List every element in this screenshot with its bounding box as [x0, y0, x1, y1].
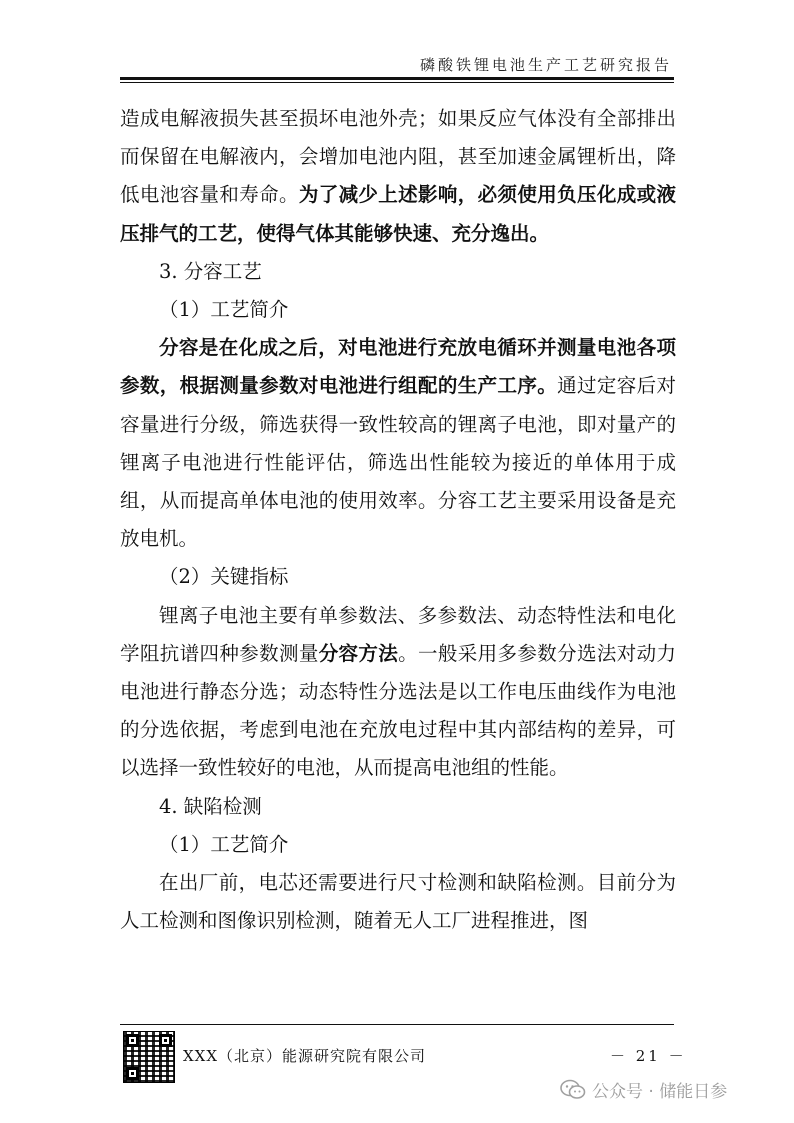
watermark [560, 1077, 727, 1102]
footer-company: XXX（北京）能源研究院有限公司 [183, 1047, 427, 1065]
qr-finder [126, 1067, 139, 1080]
paragraph [120, 826, 676, 864]
text-run: 造成电解液损失甚至损坏电池外壳；如果反应气体没有全部排出而保留在电解液内，会增加电池内阻，甚至加速金属锂析出，降低电池容量和寿命。 [120, 107, 676, 207]
bold-text-run: 分容是在化成之后，对电池进行充放电循环并测量电池各项参数，根据测量参数对电池进行组配的生产工序。 [120, 336, 676, 398]
footer-rule [120, 1024, 674, 1025]
page-number: － 21 － [610, 1047, 687, 1065]
text-run: （1）工艺简介 [159, 832, 289, 856]
text-run: 在出厂前，电芯还需要进行尺寸检测和缺陷检测。目前分为人工检测和图像识别检测，随着无人工厂进程推进，图 [120, 871, 676, 933]
paragraph [120, 100, 676, 253]
paragraph [120, 291, 676, 329]
paragraph [120, 558, 676, 596]
paragraph [120, 788, 676, 826]
wechat-icon [560, 1079, 586, 1101]
text-run: 。一般采用多参数分选法对动力电池进行静态分选；动态特性分选法是以工作电压曲线作为电池的分选依据，考虑到电池在充放电过程中其内部结构的差异，可以选择一致性较好的电池，从而提高电池组的性能。 [120, 641, 676, 780]
bold-text-run: 分容方法 [318, 641, 399, 665]
qr-finder [126, 1034, 139, 1047]
text-run: （2）关键指标 [159, 565, 289, 589]
text-run: （1）工艺简介 [159, 298, 289, 322]
header-rule [120, 77, 674, 80]
bold-text-run: 为了减少上述影响，必须使用负压化成或液压排气的工艺，使得气体其能够快速、充分逸出。 [120, 183, 676, 245]
qr-finder [159, 1034, 172, 1047]
text-run: 通过定容后对容量进行分级，筛选获得一致性较高的锂离子电池，即对量产的锂离子电池进行性能评估，筛选出性能较为接近的单体用于成组，从而提高单体电池的使用效率。分容工艺主要采用设备是充放电机。 [120, 374, 676, 551]
text-run: 3. 分容工艺 [159, 259, 262, 283]
paragraph [120, 329, 676, 558]
paragraph [120, 864, 676, 940]
watermark-text: 公众号 · 储能日参 [592, 1082, 728, 1102]
body-text [120, 100, 676, 940]
paragraph [120, 253, 676, 291]
header-title: 磷酸铁锂电池生产工艺研究报告 [419, 56, 672, 74]
qr-code-icon [123, 1031, 175, 1083]
text-run: 4. 缺陷检测 [159, 794, 262, 818]
text-run: 锂离子电池主要有单参数法、多参数法、动态特性法和电化学阻抗谱四种参数测量 [120, 603, 676, 665]
header-rule-thin [120, 82, 674, 83]
paragraph [120, 597, 676, 788]
